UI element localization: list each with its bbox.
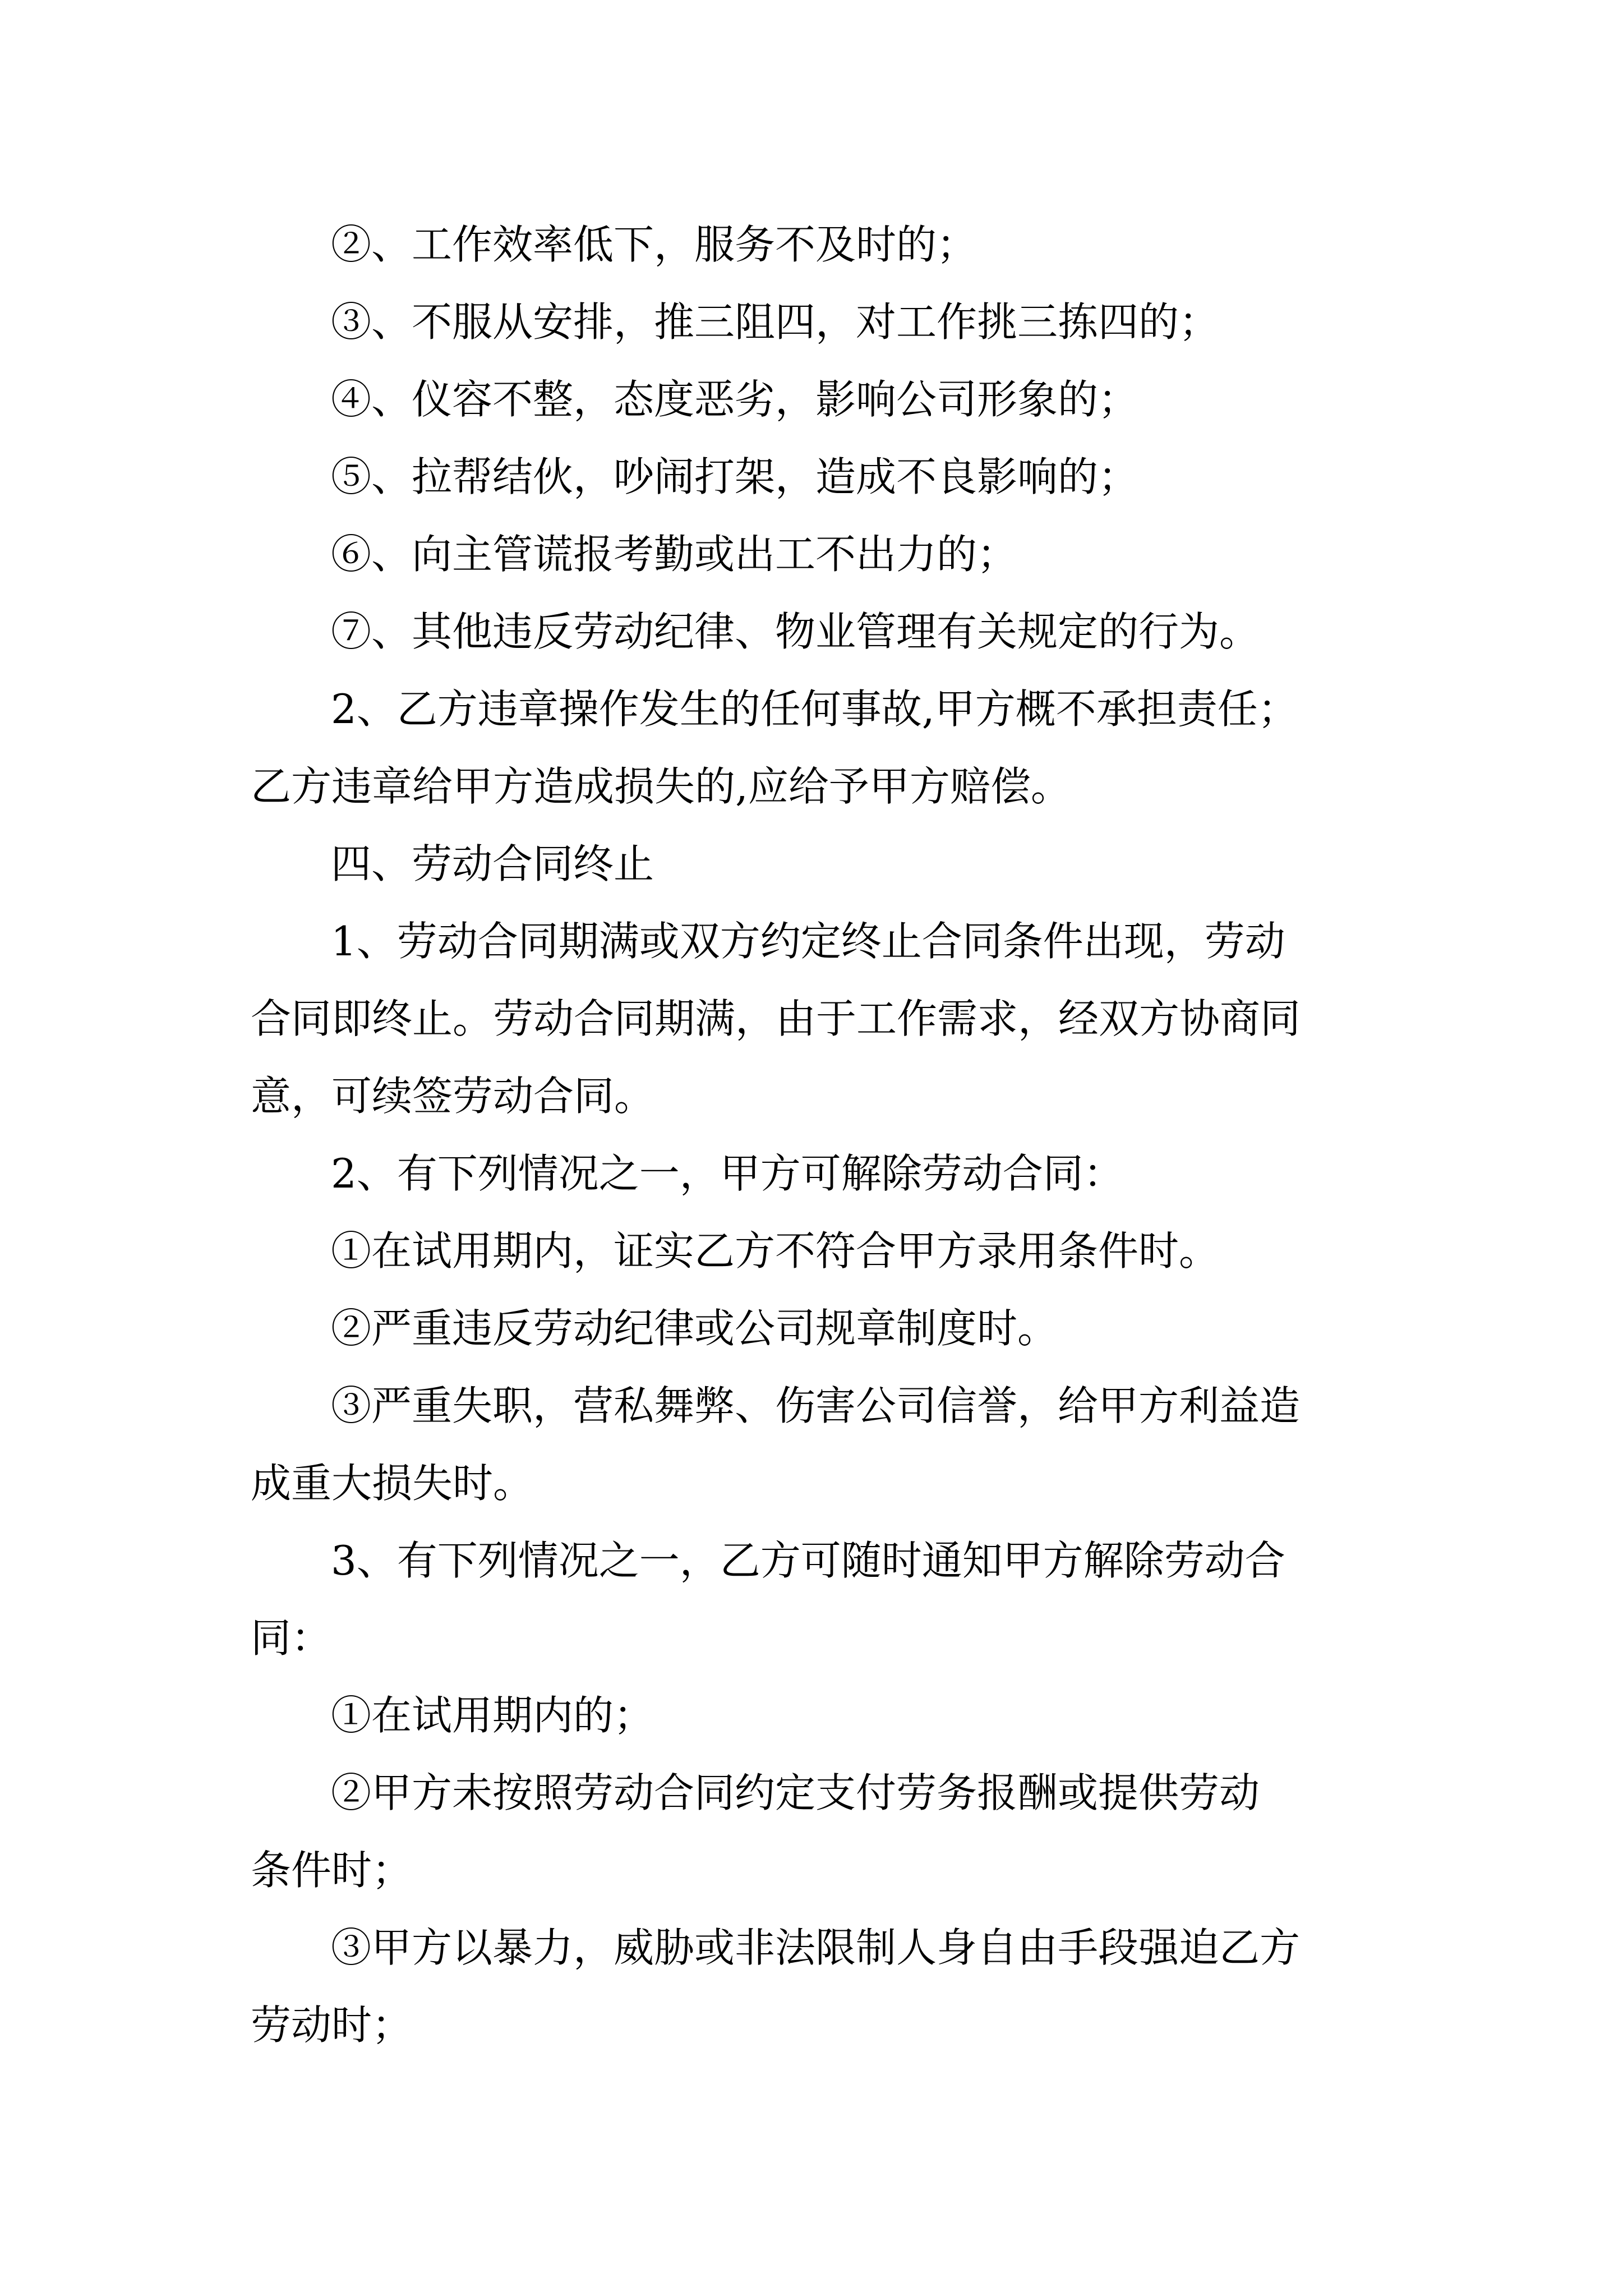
- text-line: 同：: [251, 1614, 332, 1662]
- text-line: ②、工作效率低下，服务不及时的；: [331, 221, 978, 268]
- text-line: 劳动时；: [251, 2001, 413, 2049]
- text-line: 3、有下列情况之一，乙方可随时通知甲方解除劳动合: [331, 1537, 1285, 1584]
- paragraph-line: [0, 1134, 1623, 1213]
- text-line: ①在试用期内，证实乙方不符合甲方录用条件时。: [331, 1227, 1220, 1274]
- list-item: [0, 1831, 1623, 1910]
- text-line: 成重大损失时。: [251, 1460, 534, 1507]
- text-line: ④、仪容不整，态度恶劣，影响公司形象的；: [331, 376, 1139, 423]
- text-line: ③严重失职，营私舞弊、伤害公司信誉，给甲方利益造: [331, 1382, 1301, 1429]
- list-item: [0, 1444, 1623, 1522]
- text-line: ②严重违反劳动纪律或公司规章制度时。: [331, 1305, 1058, 1352]
- text-line: 条件时；: [251, 1847, 413, 1894]
- list-item: [0, 205, 1623, 284]
- text-line: ③、不服从安排，推三阻四，对工作挑三拣四的；: [331, 298, 1220, 346]
- text-line: ①在试用期内的；: [331, 1692, 654, 1739]
- paragraph-line: [0, 747, 1623, 826]
- list-item: [0, 1986, 1623, 2064]
- list-item: [0, 515, 1623, 593]
- paragraph-line: [0, 1057, 1623, 1135]
- list-item: [0, 1754, 1623, 1832]
- list-item: [0, 1212, 1623, 1290]
- paragraph-line: [0, 1599, 1623, 1677]
- text-line: 1、劳动合同期满或双方约定终止合同条件出现，劳动: [331, 918, 1285, 965]
- text-line: ②甲方未按照劳动合同约定支付劳务报酬或提供劳动: [331, 1769, 1260, 1816]
- text-line: 合同即终止。劳动合同期满，由于工作需求，经双方协商同: [251, 995, 1301, 1042]
- paragraph-line: [0, 979, 1623, 1058]
- text-line: ⑥、向主管谎报考勤或出工不出力的；: [331, 531, 1018, 578]
- text-line: 2、乙方违章操作发生的任何事故,甲方概不承担责任；: [331, 685, 1298, 733]
- paragraph-line: [0, 1521, 1623, 1600]
- list-item: [0, 438, 1623, 516]
- list-item: [0, 1676, 1623, 1755]
- paragraph-line: [0, 902, 1623, 981]
- text-line: 2、有下列情况之一，甲方可解除劳动合同：: [331, 1150, 1124, 1197]
- text-line: 意，可续签劳动合同。: [251, 1073, 655, 1120]
- text-line: ⑤、拉帮结伙，吵闹打架，造成不良影响的；: [331, 453, 1139, 500]
- list-item: [0, 1908, 1623, 1987]
- text-line: ⑦、其他违反劳动纪律、物业管理有关规定的行为。: [331, 608, 1260, 655]
- text-line: ③甲方以暴力，威胁或非法限制人身自由手段强迫乙方: [331, 1924, 1301, 1971]
- list-item: [0, 1289, 1623, 1368]
- paragraph-line: [0, 670, 1623, 748]
- section-heading: [0, 825, 1623, 903]
- list-item: [0, 1366, 1623, 1445]
- text-line: 四、劳动合同终止: [331, 840, 654, 887]
- text-line: 乙方违章给甲方造成损失的,应给予甲方赔偿。: [251, 763, 1071, 810]
- list-item: [0, 283, 1623, 361]
- list-item: [0, 592, 1623, 671]
- list-item: [0, 360, 1623, 439]
